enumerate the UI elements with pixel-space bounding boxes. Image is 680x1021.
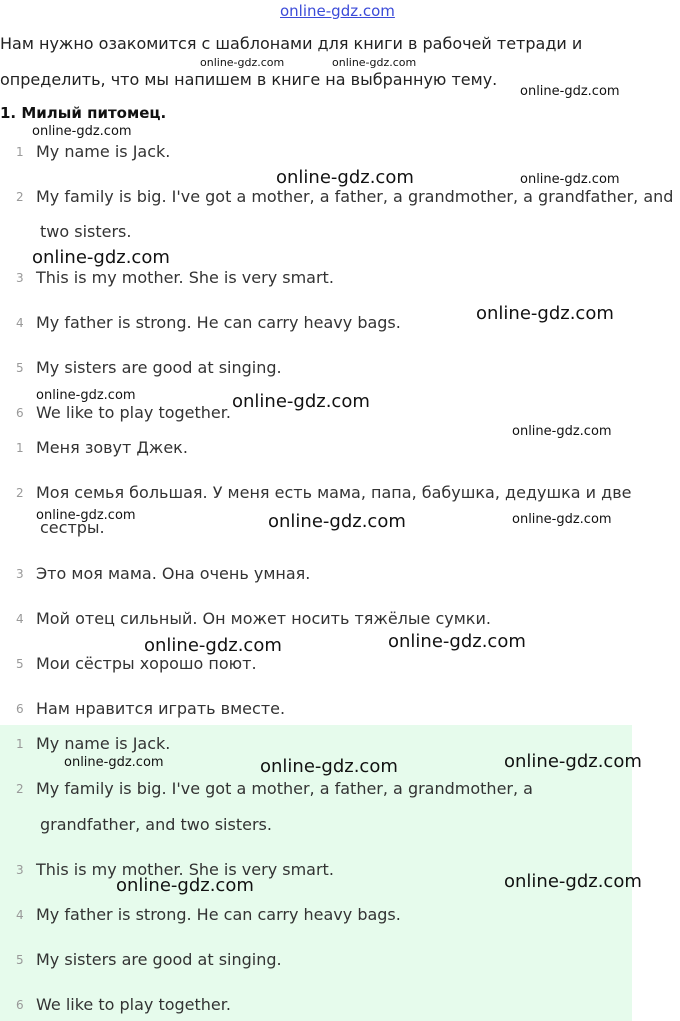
line-number: 5 xyxy=(16,953,24,967)
intro-text-line-1: Нам нужно озакомится с шаблонами для книги в рабочей тетради и xyxy=(0,34,583,53)
watermark: online-gdz.com xyxy=(512,512,612,527)
line-number: 2 xyxy=(16,782,24,796)
task-heading: 1. Милый питомец. xyxy=(0,104,167,122)
russian-sentence: Мои сёстры хорошо поют. xyxy=(36,654,257,673)
russian-sentence: Нам нравится играть вместе. xyxy=(36,699,286,718)
highlighted-sentence: My father is strong. He can carry heavy bags. xyxy=(36,905,401,924)
line-number: 1 xyxy=(16,737,24,751)
highlighted-sentence-continuation: grandfather, and two sisters. xyxy=(40,815,272,834)
line-number: 3 xyxy=(16,863,24,877)
watermark: online-gdz.com xyxy=(388,631,526,652)
watermark: online-gdz.com xyxy=(260,756,398,777)
watermark: online-gdz.com xyxy=(36,388,136,403)
line-number: 3 xyxy=(16,271,24,285)
watermark: online-gdz.com xyxy=(36,508,136,523)
intro-text-line-2: определить, что мы напишем в книге на выбранную тему. xyxy=(0,70,498,89)
line-number: 4 xyxy=(16,316,24,330)
watermark: online-gdz.com xyxy=(200,56,285,69)
highlighted-sentence: My name is Jack. xyxy=(36,734,171,753)
watermark: online-gdz.com xyxy=(512,424,612,439)
watermark: online-gdz.com xyxy=(504,751,642,772)
highlighted-sentence: We like to play together. xyxy=(36,995,231,1014)
watermark: online-gdz.com xyxy=(32,247,170,268)
watermark: online-gdz.com xyxy=(520,172,620,187)
line-number: 1 xyxy=(16,145,24,159)
english-sentence: We like to play together. xyxy=(36,403,231,422)
line-number: 5 xyxy=(16,657,24,671)
highlighted-sentence: My family is big. I've got a mother, a father, a grandmother, a xyxy=(36,779,533,798)
russian-sentence: Меня зовут Джек. xyxy=(36,438,188,457)
line-number: 5 xyxy=(16,361,24,375)
watermark: online-gdz.com xyxy=(276,167,414,188)
watermark: online-gdz.com xyxy=(64,755,164,770)
highlighted-sentence: This is my mother. She is very smart. xyxy=(36,860,334,879)
watermark: online-gdz.com xyxy=(232,391,370,412)
watermark: online-gdz.com xyxy=(520,84,620,99)
watermark: online-gdz.com xyxy=(144,635,282,656)
watermark: online-gdz.com xyxy=(504,871,642,892)
watermark: online-gdz.com xyxy=(268,511,406,532)
russian-sentence: Мой отец сильный. Он может носить тяжёлые сумки. xyxy=(36,609,491,628)
site-title-link[interactable]: online-gdz.com xyxy=(280,2,395,20)
line-number: 4 xyxy=(16,612,24,626)
line-number: 1 xyxy=(16,441,24,455)
watermark: online-gdz.com xyxy=(332,56,417,69)
line-number: 3 xyxy=(16,567,24,581)
line-number: 2 xyxy=(16,486,24,500)
russian-sentence: Моя семья большая. У меня есть мама, папа, бабушка, дедушка и две xyxy=(36,483,632,502)
english-sentence: My name is Jack. xyxy=(36,142,171,161)
russian-sentence: Это моя мама. Она очень умная. xyxy=(36,564,311,583)
watermark: online-gdz.com xyxy=(32,124,132,139)
line-number: 6 xyxy=(16,998,24,1012)
line-number: 2 xyxy=(16,190,24,204)
russian-sentence-continuation: сестры. xyxy=(40,518,105,537)
line-number: 4 xyxy=(16,908,24,922)
highlighted-sentence: My sisters are good at singing. xyxy=(36,950,282,969)
line-number: 6 xyxy=(16,702,24,716)
watermark: online-gdz.com xyxy=(476,303,614,324)
english-sentence: My family is big. I've got a mother, a father, a grandmother, a grandfather, and xyxy=(36,187,674,206)
english-sentence: This is my mother. She is very smart. xyxy=(36,268,334,287)
english-sentence: My father is strong. He can carry heavy bags. xyxy=(36,313,401,332)
english-sentence: My sisters are good at singing. xyxy=(36,358,282,377)
line-number: 6 xyxy=(16,406,24,420)
watermark: online-gdz.com xyxy=(116,875,254,896)
english-sentence-continuation: two sisters. xyxy=(40,222,132,241)
